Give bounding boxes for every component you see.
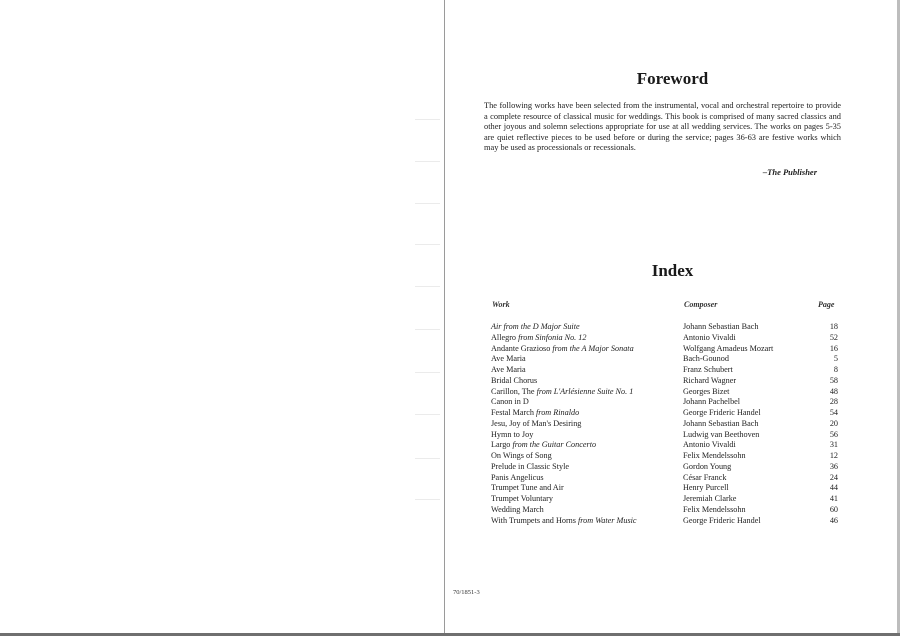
index-table — [491, 322, 838, 526]
index-work-title — [491, 483, 683, 494]
index-composer: Richard Wagner — [683, 375, 737, 385]
index-composer: Wolfgang Amadeus Mozart — [683, 343, 774, 353]
work-title-part: Hymn to Joy — [491, 429, 534, 439]
index-work-title — [491, 397, 683, 408]
index-work-title — [491, 376, 683, 387]
index-work-title — [491, 408, 683, 419]
index-composer: Johann Sebastian Bach — [683, 322, 759, 331]
index-row — [491, 333, 838, 344]
index-page-number: 5 — [833, 354, 838, 364]
work-title-part: Andante Grazioso — [491, 343, 553, 353]
work-title-part: Ave Maria — [491, 365, 526, 374]
index-row — [491, 322, 838, 333]
index-page-number: 28 — [829, 397, 838, 407]
index-header-composer: Composer — [684, 300, 718, 309]
index-page-number: 24 — [829, 472, 838, 482]
work-title-part: Prelude in Classic Style — [491, 461, 570, 471]
index-work-title — [491, 354, 683, 365]
index-row — [491, 376, 838, 387]
index-row — [491, 505, 838, 516]
index-composer: Antonio Vivaldi — [683, 440, 736, 450]
work-title-part: Wedding March — [491, 504, 544, 514]
work-title-part: from Rinaldo — [536, 408, 580, 417]
work-title-part: from Sinfonia No. 12 — [518, 332, 587, 342]
right-page — [445, 0, 900, 636]
index-row — [491, 516, 838, 527]
index-work-title — [491, 505, 683, 516]
index-work-title — [491, 365, 683, 376]
foreword-body: The following works have been selected from the instrumental, vocal and orchestral repertoire to provide a complete resource of classical music for weddings. This book is comprised of many sacred classics and other joyous and solemn selections appropriate for use at all wedding services. The works on pages 5-35 are quiet reflective pieces to be used before or during the service; pages 36-63 are festive works which may be used as processionals or recessionals. — [484, 101, 841, 152]
index-row — [491, 483, 838, 494]
foreword-title: Foreword — [636, 69, 709, 88]
index-header-page: Page — [818, 300, 835, 309]
index-work-title — [491, 516, 683, 527]
index-row — [491, 365, 838, 376]
index-composer: Georges Bizet — [683, 386, 730, 396]
index-page-number: 12 — [829, 451, 838, 460]
work-title-part: from the A Major Sonata — [552, 343, 634, 353]
work-title-part: Air from the D Major Suite — [491, 322, 580, 331]
index-page-number: 36 — [829, 461, 838, 471]
index-composer: Felix Mendelssohn — [683, 504, 746, 514]
index-work-title — [491, 440, 683, 451]
work-title-part: Carillon, The — [491, 386, 537, 396]
index-row — [491, 344, 838, 355]
index-page-number: 41 — [829, 494, 838, 503]
index-page-number: 60 — [829, 504, 838, 514]
index-composer: Johann Pachelbel — [683, 397, 741, 407]
work-title-part: Panis Angelicus — [491, 472, 544, 482]
work-title-part: Canon in D — [491, 397, 529, 407]
index-header-work: Work — [492, 300, 510, 309]
index-page-number: 20 — [829, 418, 838, 428]
work-title-part: Trumpet Voluntary — [491, 494, 553, 503]
work-title-part: Bridal Chorus — [491, 375, 538, 385]
index-page-number: 56 — [829, 429, 838, 439]
index-composer: Gordon Young — [683, 461, 732, 471]
index-composer: Henry Purcell — [683, 483, 729, 493]
index-page-number: 16 — [829, 343, 838, 353]
index-work-title — [491, 451, 683, 462]
index-work-title — [491, 387, 683, 398]
index-work-title — [491, 419, 683, 430]
index-composer: César Franck — [683, 472, 727, 482]
work-title-part: On Wings of Song — [491, 451, 552, 460]
left-page-blank — [0, 0, 444, 636]
work-title-part: Trumpet Tune and Air — [491, 483, 564, 493]
index-row — [491, 408, 838, 419]
work-title-part: from L'Arlésienne Suite No. 1 — [536, 386, 634, 396]
gutter-bleed-marks — [415, 0, 440, 636]
index-page-number: 46 — [829, 515, 838, 525]
index-title: Index — [651, 261, 694, 280]
index-row — [491, 354, 838, 365]
index-page-number: 31 — [829, 440, 838, 450]
work-title-part: Ave Maria — [491, 354, 526, 364]
index-composer: Johann Sebastian Bach — [683, 418, 759, 428]
index-composer: Jeremiah Clarke — [683, 494, 737, 503]
index-row — [491, 419, 838, 430]
catalog-number: 70/1851-3 — [453, 589, 480, 596]
index-composer: Bach-Gounod — [683, 354, 729, 364]
work-title-part: from the Guitar Concerto — [512, 440, 597, 450]
index-work-title — [491, 322, 683, 333]
index-work-title — [491, 462, 683, 473]
index-work-title — [491, 333, 683, 344]
work-title-part: Festal March — [491, 408, 537, 417]
index-composer: George Frideric Handel — [683, 515, 761, 525]
index-work-title — [491, 344, 683, 355]
work-title-part: Allegro — [491, 332, 519, 342]
work-title-part: from Water Music — [578, 515, 637, 525]
foreword-signature: –The Publisher — [762, 167, 817, 177]
work-title-part: With Trumpets and Horns — [491, 515, 579, 525]
index-row — [491, 440, 838, 451]
work-title-part: Largo — [491, 440, 513, 450]
index-page-number: 54 — [829, 408, 838, 417]
index-composer: Antonio Vivaldi — [683, 332, 736, 342]
index-row — [491, 430, 838, 441]
index-page-number: 58 — [829, 375, 838, 385]
index-row — [491, 494, 838, 505]
index-work-title — [491, 473, 683, 484]
index-work-title — [491, 494, 683, 505]
index-page-number: 52 — [829, 332, 838, 342]
index-row — [491, 387, 838, 398]
index-page-number: 8 — [833, 365, 838, 374]
index-page-number: 44 — [829, 483, 838, 493]
index-row — [491, 397, 838, 408]
index-composer: Felix Mendelssohn — [683, 451, 746, 460]
index-row — [491, 451, 838, 462]
index-table-body — [491, 322, 838, 526]
index-composer: Franz Schubert — [683, 365, 733, 374]
index-row — [491, 462, 838, 473]
index-page-number: 18 — [829, 322, 838, 331]
work-title-part: Jesu, Joy of Man's Desiring — [491, 418, 582, 428]
index-page-number: 48 — [829, 386, 838, 396]
index-composer: Ludwig van Beethoven — [683, 429, 760, 439]
index-row — [491, 473, 838, 484]
index-work-title — [491, 430, 683, 441]
index-composer: George Frideric Handel — [683, 408, 761, 417]
